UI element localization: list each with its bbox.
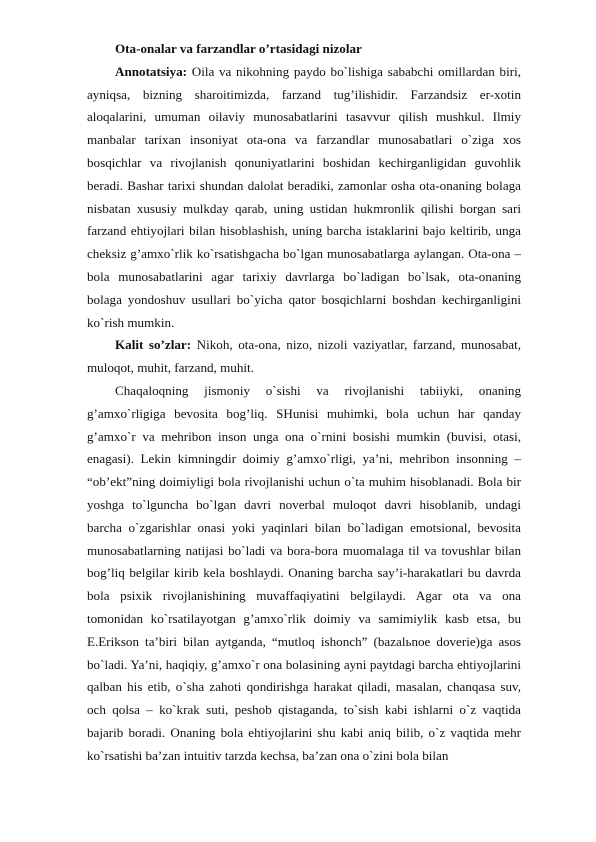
article-title: Ota-onalar va farzandlar o’rtasidagi nizolar [115, 41, 362, 56]
keywords-label: Kalit so’zlar: [115, 337, 192, 353]
keywords-text: Nikoh, ota-ona, nizo, nizoli vaziyatlar, farzand, munosabat, muloqot, muhit, farzand, muhit. [87, 337, 521, 376]
keywords-paragraph [87, 334, 521, 380]
abstract-label: Annotatsiya: [115, 63, 188, 79]
abstract-paragraph [87, 61, 521, 335]
body-paragraph: Chaqaloqning jismoniy o`sishi va rivojlanishi tabiiyki, onaning g’amxo`rligiga bevosita bog’liq. SHunisi muhimki, bola uchun har qanday g’amxo`r va mehribon inson unga ona o`rnini bosishi mumkin (buvisi, otasi, enagasi). Lekin kimningdir doimiy g’amxo`rligi, ya’ni, mehribon insonning – “ob’ekt”ning doimiyligi bola rivojlanishi uchun o`ta muhim hisoblanadi. Bola bir yoshga to`lguncha bo`lgan davri noverbal muloqot davri hisoblanib, undagi barcha o`zgarishlar onasi yoki yaqinlari bilan bo`ladigan emotsional, bevosita munosabatlarning natijasi bo`ladi va bora-bora muomalaga til va tovushlar bilan bog’liq belgilar kirib kela boshlaydi. Onaning barcha say’i-harakatlari bu davrda bola psixik rivojlanishining muvaffaqiyatini belgilaydi. Agar ota va ona tomonidan ko`rsatilayotgan g’amxo`rlik doimiy va samimiylik kasb etsa, bu E.Erikson ta’biri bilan aytganda, “mutloq ishonch” (bazalьnoe doverie)ga asos bo`ladi. Ya’ni, haqiqiy, g’amxo`r ona bolasining ayni paytdagi barcha ehtiyojlarini qalban his etib, o`sha zahoti qondirishga harakat qiladi, masalan, chanqasa suv, och qolsa – ko`krak suti, peshob qistaganda, to`sish kabi ishlarni o`z vaqtida bajarib boradi. Onaning bola ehtiyojlarini shu kabi aniq bilib, o`z vaqtida mehr ko`rsatishi ba’zan intuitiv tarzda kechsa, ba’zan ona o`zini bola bilan [87, 382, 521, 763]
abstract-text: Oila va nikohning paydo bo`lishiga sababchi omillardan biri, ayniqsa, bizning sharoitimizda, farzand tug’ilishidir. Farzandsiz er-xotin aloqalarini, umuman oilaviy munosabatlarini tasavvur qilish mushkul. Ilmiy manbalar tarixan insoniyat ota-ona va farzandlar munosabatlari o`ziga xos bosqichlar va rivojlanish qonuniyatlarini boshidan kechirganligidan guvohlik beradi. Bashar tarixi shundan dalolat beradiki, zamonlar osha ota-onaning bolaga nisbatan xususiy mulkday qarab, uning ustidan hukmronlik qilishi borgan sari farzand ehtiyojlari bilan hisoblashish, uning barcha istaklarini bajo keltirib, unga cheksiz g’amxo`rlik ko`rsatishgacha bo`lgan munosabatlarga aylangan. Ota-ona – bola munosabatlarini agar tarixiy davrlarga bo`ladigan bo`lsak, ota-onaning bolaga yondoshuv usullari bo`yicha qator bosqichlarni boshdan kechirganligini ko`rish mumkin. [87, 63, 521, 330]
